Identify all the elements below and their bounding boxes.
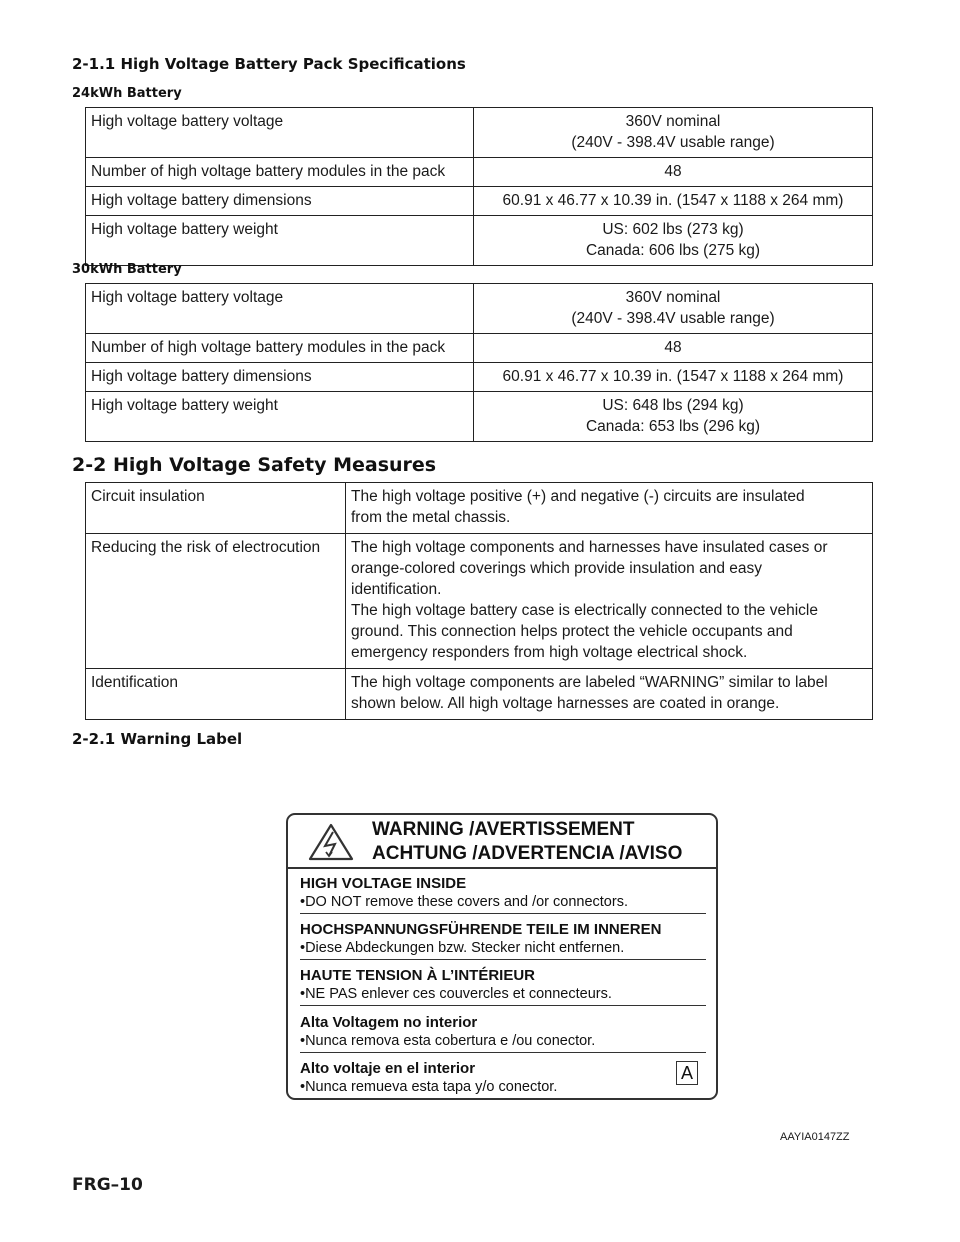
class-mark-box: A <box>676 1061 698 1085</box>
spec-value: 360V nominal (240V - 398.4V usable range) <box>474 108 873 158</box>
spec-value: 60.91 x 46.77 x 10.39 in. (1547 x 1188 x 264 mm) <box>474 363 873 392</box>
spec-value: US: 648 lbs (294 kg) Canada: 653 lbs (296 kg) <box>474 392 873 442</box>
measure-label: Identification <box>86 669 346 720</box>
figure-code: AAYIA0147ZZ <box>780 1131 850 1143</box>
table-row <box>86 392 873 442</box>
spec-table-30kwh <box>85 283 873 442</box>
section-title-battery-specs: 2-1.1 High Voltage Battery Pack Specifications <box>72 55 466 73</box>
spec-value: US: 602 lbs (273 kg) Canada: 606 lbs (275 kg) <box>474 216 873 266</box>
heading-24kwh-battery: 24kWh Battery <box>72 86 182 101</box>
table-row <box>86 334 873 363</box>
divider <box>300 959 706 960</box>
spec-value: 48 <box>474 334 873 363</box>
spec-label: High voltage battery dimensions <box>86 363 474 392</box>
spec-label: High voltage battery weight <box>86 216 474 266</box>
warning-label-figure <box>286 813 718 1100</box>
spec-table-24kwh <box>85 107 873 266</box>
spec-label: High voltage battery weight <box>86 392 474 442</box>
section-title-warning-label: 2-2.1 Warning Label <box>72 730 243 748</box>
spec-value: 48 <box>474 158 873 187</box>
table-row <box>86 363 873 392</box>
warning-header-line1: WARNING /AVERTISSEMENT <box>372 819 635 840</box>
divider <box>300 913 706 914</box>
table-row <box>86 216 873 266</box>
divider <box>300 1005 706 1006</box>
table-row <box>86 669 873 720</box>
warning-block-french: HAUTE TENSION À L’INTÉRIEUR •NE PAS enlever ces couvercles et connecteurs. <box>300 967 612 1002</box>
table-row <box>86 483 873 534</box>
measure-description: The high voltage positive (+) and negative (-) circuits are insulated from the metal chassis. <box>346 483 873 534</box>
spec-label: High voltage battery voltage <box>86 284 474 334</box>
section-title-safety-measures: 2-2 High Voltage Safety Measures <box>72 454 437 476</box>
spec-label: High voltage battery voltage <box>86 108 474 158</box>
table-row <box>86 284 873 334</box>
spec-label: High voltage battery dimensions <box>86 187 474 216</box>
table-row <box>86 534 873 669</box>
measure-description: The high voltage components and harnesses have insulated cases or orange-colored coverings which provide insulation and easy identification. The high voltage battery case is electrically connected to the vehicle ground. This connection helps protect the vehicle occupants and emergency responders from high voltage electrical shock. <box>346 534 873 669</box>
warning-label-header <box>288 815 716 869</box>
warning-block-portuguese: Alta Voltagem no interior •Nunca remova esta cobertura e /ou conector. <box>300 1014 596 1049</box>
warning-header-line2: ACHTUNG /ADVERTENCIA /AVISO <box>372 843 683 864</box>
table-row <box>86 187 873 216</box>
table-row <box>86 108 873 158</box>
measure-description: The high voltage components are labeled “WARNING” similar to label shown below. All high voltage harnesses are coated in orange. <box>346 669 873 720</box>
divider <box>300 1052 706 1053</box>
warning-block-spanish: Alto voltaje en el interior •Nunca remueva esta tapa y/o conector. <box>300 1060 558 1095</box>
warning-block-german: HOCHSPANNUNGSFÜHRENDE TEILE IM INNEREN •Diese Abdeckungen bzw. Stecker nicht entfernen. <box>300 921 662 956</box>
spec-label: Number of high voltage battery modules in the pack <box>86 158 474 187</box>
measure-label: Reducing the risk of electrocution <box>86 534 346 669</box>
page-number: FRG–10 <box>72 1175 143 1195</box>
lightning-icon <box>308 823 354 861</box>
warning-block-english: HIGH VOLTAGE INSIDE •DO NOT remove these covers and /or connectors. <box>300 875 628 910</box>
measure-label: Circuit insulation <box>86 483 346 534</box>
safety-measures-table <box>85 482 873 720</box>
table-row <box>86 158 873 187</box>
spec-value: 60.91 x 46.77 x 10.39 in. (1547 x 1188 x 264 mm) <box>474 187 873 216</box>
spec-label: Number of high voltage battery modules in the pack <box>86 334 474 363</box>
spec-value: 360V nominal (240V - 398.4V usable range) <box>474 284 873 334</box>
heading-30kwh-battery: 30kWh Battery <box>72 262 182 277</box>
